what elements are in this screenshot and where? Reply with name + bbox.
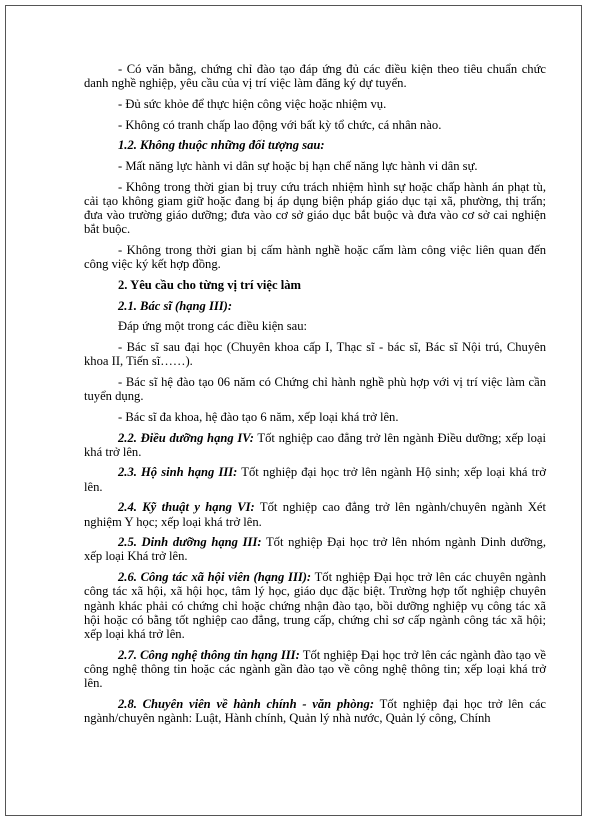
paragraph: - Bác sĩ sau đại học (Chuyên khoa cấp I, Thạc sĩ - bác sĩ, Bác sĩ Nội trú, Chuyên khoa II, Tiến sĩ……). bbox=[84, 340, 546, 369]
document-body bbox=[84, 62, 546, 732]
requirement-title: 2.2. Điều dưỡng hạng IV: bbox=[118, 430, 254, 445]
requirement-title: 2.7. Công nghệ thông tin hạng III: bbox=[118, 647, 300, 662]
requirement-title: 2.4. Kỹ thuật y hạng VI: bbox=[118, 500, 255, 515]
requirement-paragraph: 2.5. Dinh dưỡng hạng III: Tốt nghiệp Đại học trở lên nhóm ngành Dinh dưỡng, xếp loại Khá trở lên. bbox=[84, 535, 546, 564]
requirement-paragraph: 2.3. Hộ sinh hạng III: Tốt nghiệp đại học trở lên ngành Hộ sinh; xếp loại khá trở lên. bbox=[84, 465, 546, 494]
paragraph: - Mất năng lực hành vi dân sự hoặc bị hạn chế năng lực hành vi dân sự. bbox=[118, 159, 478, 174]
section-heading: 2. Yêu cầu cho từng vị trí việc làm bbox=[118, 277, 302, 292]
section-heading: 2.1. Bác sĩ (hạng III): bbox=[118, 298, 233, 313]
requirement-title: 2.5. Dinh dưỡng hạng III: bbox=[118, 535, 262, 550]
paragraph: - Có văn bằng, chứng chỉ đào tạo đáp ứng đủ các điều kiện theo tiêu chuẩn chức danh nghề nghiệp, yêu cầu của vị trí việc làm đăng ký dự tuyển. bbox=[84, 62, 546, 91]
requirement-title: 2.6. Công tác xã hội viên (hạng III): bbox=[118, 570, 312, 585]
requirement-paragraph: 2.6. Công tác xã hội viên (hạng III): Tốt nghiệp Đại học trở lên các chuyên ngành công tác xã hội, xã hội học, tâm lý học, giáo dục đặc biệt. Trường hợp tốt nghiệp chuyên ngành khác phải có chứng chỉ hoặc chứng nhận đào tạo, bồi dưỡng nghiệp vụ công tác xã hội hoặc có bằng tốt nghiệp cao đẳng, trung cấp, chứng chỉ sơ cấp ngành công tác xã hội; xếp loại khá trở lên. bbox=[84, 570, 546, 641]
paragraph: Đáp ứng một trong các điều kiện sau: bbox=[118, 319, 308, 334]
requirement-paragraph: 2.2. Điều dưỡng hạng IV: Tốt nghiệp cao đẳng trở lên ngành Điều dưỡng; xếp loại khá trở lên. bbox=[84, 430, 546, 459]
section-heading: 1.2. Không thuộc những đối tượng sau: bbox=[118, 138, 325, 153]
requirement-paragraph: 2.4. Kỹ thuật y hạng VI: Tốt nghiệp cao đẳng trở lên ngành/chuyên ngành Xét nghiệm Y học; xếp loại khá trở lên. bbox=[84, 500, 546, 529]
paragraph: - Bác sĩ hệ đào tạo 06 năm có Chứng chỉ hành nghề phù hợp với vị trí việc làm cần tuyển dụng. bbox=[84, 374, 546, 404]
requirement-title: 2.8. Chuyên viên về hành chính - văn phòng: bbox=[118, 696, 375, 711]
paragraph: - Không trong thời gian bị truy cứu trách nhiệm hình sự hoặc chấp hành án phạt tù, cải tạo không giam giữ hoặc đang bị áp dụng biện pháp giáo dục tại xã, phường, thị trấn; đưa vào trường giáo dưỡng; đưa vào cơ sở giáo dục bắt buộc và đưa vào cơ sở cai nghiện bắt buộc. bbox=[84, 179, 546, 237]
requirement-paragraph: 2.8. Chuyên viên về hành chính - văn phòng: Tốt nghiệp đại học trở lên các ngành/chuyên ngành: Luật, Hành chính, Quản lý nhà nước, Quản lý công, Chính bbox=[84, 696, 547, 726]
paragraph: - Đủ sức khỏe để thực hiện công việc hoặc nhiệm vụ. bbox=[118, 96, 387, 111]
requirement-paragraph: 2.7. Công nghệ thông tin hạng III: Tốt nghiệp Đại học trở lên các ngành đào tạo về công nghệ thông tin hoặc các ngành gần đào tạo về công nghệ thông tin; xếp loại khá trở lên. bbox=[84, 647, 547, 691]
requirement-title: 2.3. Hộ sinh hạng III: bbox=[118, 465, 238, 480]
paragraph: - Không có tranh chấp lao động với bất kỳ tổ chức, cá nhân nào. bbox=[118, 117, 442, 132]
paragraph: - Không trong thời gian bị cấm hành nghề hoặc cấm làm công việc liên quan đến công việc ký kết hợp đồng. bbox=[84, 243, 546, 272]
paragraph: - Bác sĩ đa khoa, hệ đào tạo 6 năm, xếp loại khá trở lên. bbox=[118, 409, 399, 424]
